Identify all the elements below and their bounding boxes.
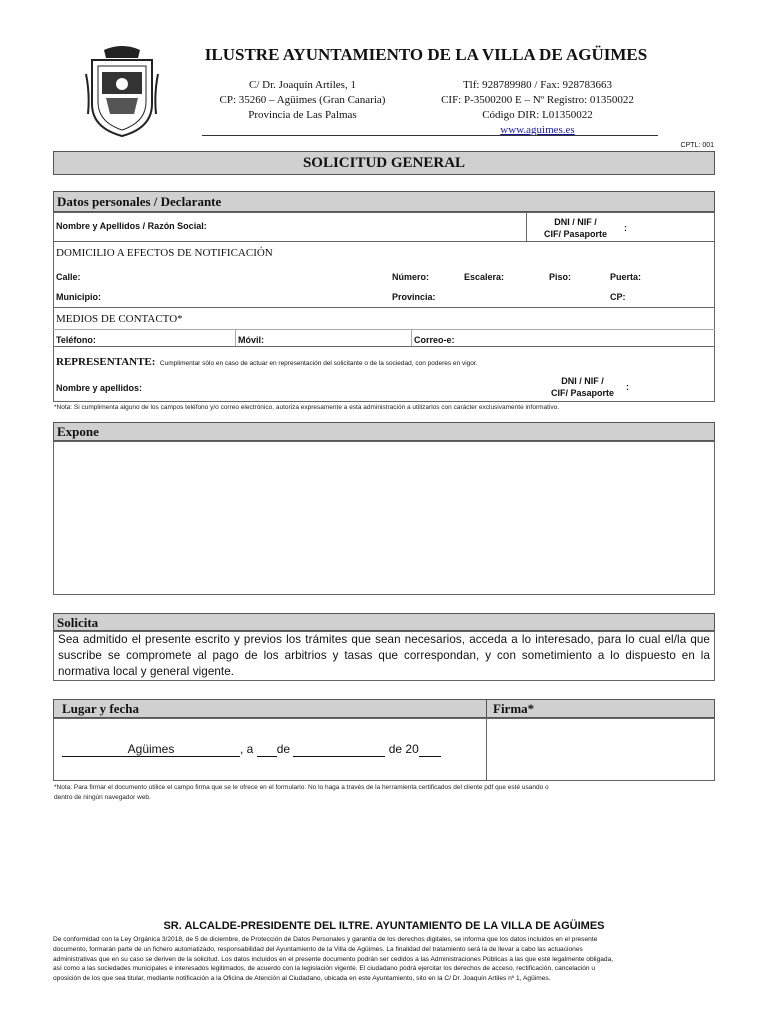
- escalera-label: Escalera:: [464, 272, 505, 282]
- dni-label: [528, 216, 623, 240]
- section-title-text: Firma*: [493, 701, 535, 716]
- calle-field[interactable]: [86, 268, 390, 286]
- address-line: CP: 35260 – Agüimes (Gran Canaria): [219, 94, 386, 106]
- footer-line: oposición de los que sea titular, mediante notificación a la Oficina de Atención al Ciudadano, ubicada en este Ayuntamiento, sito en la C/ Dr. Joaquín Artiles nº 1, Agüimes.: [53, 975, 551, 983]
- divider: [53, 307, 715, 308]
- rep-name-label: Nombre y apellidos:: [56, 383, 143, 393]
- cp-label: CP:: [610, 292, 626, 302]
- divider: [53, 346, 715, 347]
- escalera-field[interactable]: [512, 268, 550, 286]
- firma-title: [486, 699, 715, 718]
- municipio-field[interactable]: [108, 288, 392, 306]
- provincia-field[interactable]: [443, 288, 609, 306]
- contact-line: Código DIR: L01350022: [482, 109, 593, 121]
- dni-label-line: CIF/ Pasaporte: [550, 388, 615, 398]
- note-line: dentro de ningún navegador web.: [54, 794, 151, 801]
- contacto-title: MEDIOS DE CONTACTO*: [56, 313, 183, 325]
- footer-line: documento, formarán parte de un fichero automatizado, responsabilidad del Ayuntamiento de la Villa de Agüimes. La finalidad del tratamiento será la de llevar a cabo las actuaciones: [53, 945, 583, 953]
- date-sep: , a: [240, 742, 254, 756]
- firma-note: [54, 783, 549, 803]
- dni-field[interactable]: [632, 216, 716, 240]
- rep-dni-field[interactable]: [634, 375, 716, 399]
- note-line: *Nota: Para firmar el documento utilice el campo firma que se le ofrece en el formulario. No lo haga a través de la herramienta certificados del cliente pdf que esté usando o: [54, 784, 549, 791]
- puerta-label: Puerta:: [610, 272, 642, 282]
- numero-field[interactable]: [433, 268, 465, 286]
- rep-name-field[interactable]: [156, 378, 540, 398]
- representante-note: Cumplimentar sólo en caso de actuar en representación del solicitante o de la sociedad, con poderes en vigor.: [159, 360, 478, 367]
- contact-block: [420, 78, 655, 138]
- footer-text: [53, 935, 715, 984]
- website-link[interactable]: www.aguimes.es: [500, 124, 575, 136]
- rep-dni-label: [540, 375, 625, 399]
- contact-note: *Nota: Si cumplimenta alguno de los campos teléfono y/o correo electrónico, autoriza expresamente a esta administración a utilizarlos con carácter exclusivamente informativo.: [54, 404, 560, 411]
- section-title-text: Datos personales / Declarante: [57, 194, 222, 209]
- dni-colon: :: [624, 223, 627, 233]
- section-solicita-title: [53, 613, 715, 631]
- footer-line: así como a las sociedades municipales e interesados legitimados, de acuerdo con la legislación vigente. El ciudadano podrá ejercitar los derechos de acceso, rectificación, cancelación u: [53, 965, 596, 973]
- lugar-title: [53, 699, 487, 718]
- calle-label: Calle:: [56, 272, 81, 282]
- section-expone-title: [53, 422, 715, 441]
- place-field[interactable]: [62, 742, 240, 757]
- section-title-text: Lugar y fecha: [62, 701, 140, 716]
- divider: [235, 329, 236, 346]
- coat-of-arms-icon: [84, 44, 160, 140]
- form-title: [53, 151, 715, 175]
- name-label: Nombre y Apellidos / Razón Social:: [56, 221, 207, 231]
- puerta-field[interactable]: [648, 268, 716, 286]
- domicilio-title: DOMICILIO A EFECTOS DE NOTIFICACIÓN: [56, 247, 273, 259]
- contact-line: CIF: P-3500200 E – Nº Registro: 01350022: [441, 94, 634, 106]
- divider: [526, 212, 527, 241]
- movil-label: Móvil:: [238, 335, 264, 345]
- form-code: CPTL: 001: [680, 142, 714, 149]
- rep-dni-colon: :: [626, 382, 629, 392]
- piso-label: Piso:: [549, 272, 572, 282]
- address-block: [195, 78, 410, 123]
- divider: [53, 329, 715, 330]
- dni-label-line: CIF/ Pasaporte: [543, 229, 608, 239]
- day-field[interactable]: [257, 742, 277, 757]
- footer-line: administrativas que en su caso se deriven de la solicitud. Los datos incluidos en el presente documento podrán ser cedidos a las Administraciones Públicas a las que esté legalmente obligada,: [53, 955, 614, 963]
- divider: [411, 329, 412, 346]
- date-sep: de 20: [388, 742, 419, 756]
- solicita-box: [53, 631, 715, 681]
- footer-line: De conformidad con la Ley Orgánica 3/2018, de 5 de diciembre, de Protección de Datos Personales y garantía de los derechos digitales, se informa que los datos incluidos en el presente: [53, 936, 598, 943]
- divider: [53, 241, 715, 242]
- solicita-text: Sea admitido el presente escrito y previos los trámites que sean necesarios, acceda a lo interesado, para lo cual el/la que suscribe se compromete al pago de los arbitrios y tasas que correspondan, y con sometimiento a lo dispuesto en la normativa local y general vigente.: [58, 633, 710, 678]
- date-sep: de: [276, 742, 291, 756]
- section-personal-title: [53, 191, 715, 212]
- year-field[interactable]: [419, 742, 441, 757]
- place-value: Agüimes: [127, 742, 175, 756]
- form-title-text: SOLICITUD GENERAL: [302, 155, 466, 171]
- address-line: Provincia de Las Palmas: [248, 109, 357, 121]
- piso-field[interactable]: [575, 268, 611, 286]
- cp-field[interactable]: [630, 288, 716, 306]
- address-line: C/ Dr. Joaquín Artiles, 1: [249, 79, 356, 91]
- dni-label-line: DNI / NIF /: [561, 376, 604, 386]
- telefono-label: Teléfono:: [56, 335, 96, 345]
- name-field[interactable]: [232, 216, 526, 238]
- section-title-text: Solicita: [57, 615, 99, 630]
- header-divider: [202, 135, 658, 136]
- page-title: ILUSTRE AYUNTAMIENTO DE LA VILLA DE AGÜIMES: [204, 45, 648, 64]
- representante-title: REPRESENTANTE:: [56, 356, 156, 368]
- provincia-label: Provincia:: [392, 292, 436, 302]
- firma-field[interactable]: [486, 718, 715, 781]
- municipio-label: Municipio:: [56, 292, 101, 302]
- section-title-text: Expone: [57, 424, 99, 439]
- month-field[interactable]: [293, 742, 385, 757]
- expone-textarea[interactable]: [53, 441, 715, 595]
- numero-label: Número:: [392, 272, 430, 282]
- date-line: [62, 742, 441, 757]
- representante-row: [56, 352, 478, 370]
- correo-label: Correo-e:: [414, 335, 455, 345]
- footer-title: SR. ALCALDE-PRESIDENTE DEL ILTRE. AYUNTAMIENTO DE LA VILLA DE AGÜIMES: [163, 920, 605, 932]
- dni-label-line: DNI / NIF /: [554, 217, 597, 227]
- contact-line: Tlf: 928789980 / Fax: 928783663: [462, 79, 613, 91]
